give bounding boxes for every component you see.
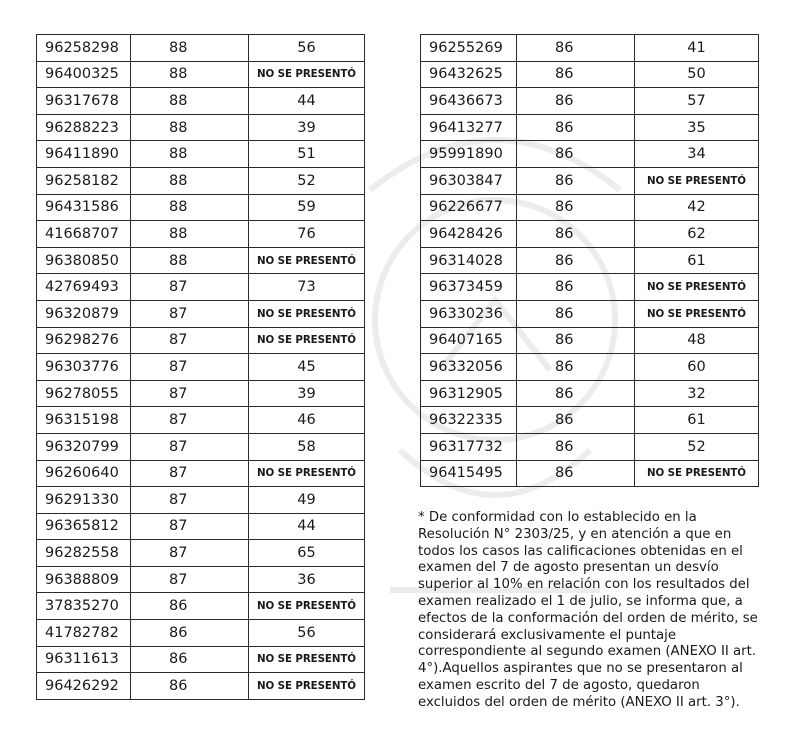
table-row	[37, 487, 365, 514]
first-score-cell: 86	[517, 407, 635, 434]
second-score-cell: 51	[249, 141, 365, 168]
second-score-cell: 50	[635, 61, 759, 88]
table-row	[37, 380, 365, 407]
table-row	[37, 407, 365, 434]
table-row	[37, 460, 365, 487]
second-score-cell: 42	[635, 194, 759, 221]
first-score-cell: 88	[131, 141, 249, 168]
first-score-cell: 86	[517, 354, 635, 381]
second-score-cell: 60	[635, 354, 759, 381]
table-row	[421, 354, 759, 381]
applicant-id-cell: 96298276	[37, 327, 131, 354]
second-score-cell: 44	[249, 513, 365, 540]
second-score-cell: NO SE PRESENTÓ	[249, 460, 365, 487]
table-row	[421, 88, 759, 115]
table-row	[37, 167, 365, 194]
second-score-cell: 39	[249, 114, 365, 141]
second-score-cell: NO SE PRESENTÓ	[249, 61, 365, 88]
table-row	[37, 620, 365, 647]
applicant-id-cell: 96320799	[37, 433, 131, 460]
first-score-cell: 88	[131, 114, 249, 141]
first-score-cell: 87	[131, 300, 249, 327]
applicant-id-cell: 96315198	[37, 407, 131, 434]
second-score-cell: NO SE PRESENTÓ	[249, 327, 365, 354]
table-row	[37, 274, 365, 301]
applicant-id-cell: 96432625	[421, 61, 517, 88]
table-row	[37, 433, 365, 460]
first-score-cell: 87	[131, 487, 249, 514]
table-row	[37, 327, 365, 354]
second-score-cell: NO SE PRESENTÓ	[635, 300, 759, 327]
second-score-cell: NO SE PRESENTÓ	[249, 300, 365, 327]
second-score-cell: 58	[249, 433, 365, 460]
results-table-left	[36, 34, 365, 700]
first-score-cell: 86	[517, 433, 635, 460]
table-row	[421, 380, 759, 407]
applicant-id-cell: 96317732	[421, 433, 517, 460]
table-row	[37, 194, 365, 221]
applicant-id-cell: 95991890	[421, 141, 517, 168]
second-score-cell: 76	[249, 221, 365, 248]
second-score-cell: 61	[635, 247, 759, 274]
applicant-id-cell: 96426292	[37, 673, 131, 700]
second-score-cell: 45	[249, 354, 365, 381]
first-score-cell: 87	[131, 407, 249, 434]
table-row	[37, 540, 365, 567]
second-score-cell: 56	[249, 35, 365, 62]
table-row	[421, 114, 759, 141]
table-row	[37, 221, 365, 248]
first-score-cell: 86	[517, 274, 635, 301]
second-score-cell: 32	[635, 380, 759, 407]
second-score-cell: NO SE PRESENTÓ	[249, 247, 365, 274]
second-score-cell: 73	[249, 274, 365, 301]
applicant-id-cell: 96312905	[421, 380, 517, 407]
table-row	[37, 354, 365, 381]
applicant-id-cell: 96226677	[421, 194, 517, 221]
table-row	[37, 114, 365, 141]
second-score-cell: 61	[635, 407, 759, 434]
second-score-cell: 39	[249, 380, 365, 407]
applicant-id-cell: 96317678	[37, 88, 131, 115]
first-score-cell: 87	[131, 274, 249, 301]
first-score-cell: 87	[131, 540, 249, 567]
footnote: * De conformidad con lo establecido en la Resolución N° 2303/25, y en atención a que en todos los casos las calificaciones obtenidas en el examen del 7 de agosto presentan un desvío superior al 10% en relación con los resultados del examen realizado el 1 de julio, se informa que, a efectos de la conformación del orden de mérito, se considerará exclusivamente el puntaje correspondiente al segundo examen (ANEXO II art. 4°).Aquellos aspirantes que no se presentaron al examen escrito del 7 de agosto, quedaron excluidos del orden de mérito (ANEXO II art. 3°).	[418, 510, 758, 710]
applicant-id-cell: 96303847	[421, 167, 517, 194]
table-row	[421, 300, 759, 327]
applicant-id-cell: 96314028	[421, 247, 517, 274]
first-score-cell: 86	[131, 673, 249, 700]
applicant-id-cell: 96330236	[421, 300, 517, 327]
applicant-id-cell: 96303776	[37, 354, 131, 381]
first-score-cell: 86	[517, 61, 635, 88]
table-row	[37, 35, 365, 62]
first-score-cell: 87	[131, 433, 249, 460]
first-score-cell: 87	[131, 354, 249, 381]
applicant-id-cell: 96282558	[37, 540, 131, 567]
applicant-id-cell: 41782782	[37, 620, 131, 647]
second-score-cell: 57	[635, 88, 759, 115]
applicant-id-cell: 96288223	[37, 114, 131, 141]
table-row	[421, 194, 759, 221]
first-score-cell: 86	[517, 114, 635, 141]
second-score-cell: NO SE PRESENTÓ	[249, 673, 365, 700]
second-score-cell: 52	[635, 433, 759, 460]
applicant-id-cell: 96431586	[37, 194, 131, 221]
second-score-cell: 49	[249, 487, 365, 514]
first-score-cell: 88	[131, 194, 249, 221]
table-row	[421, 460, 759, 487]
table-row	[421, 35, 759, 62]
table-row	[421, 433, 759, 460]
first-score-cell: 86	[131, 646, 249, 673]
applicant-id-cell: 96311613	[37, 646, 131, 673]
applicant-id-cell: 96413277	[421, 114, 517, 141]
first-score-cell: 86	[517, 141, 635, 168]
table-row	[37, 141, 365, 168]
applicant-id-cell: 96260640	[37, 460, 131, 487]
table-row	[421, 167, 759, 194]
results-table-right	[420, 34, 759, 487]
applicant-id-cell: 96278055	[37, 380, 131, 407]
first-score-cell: 86	[517, 247, 635, 274]
applicant-id-cell: 96258298	[37, 35, 131, 62]
table-row	[37, 646, 365, 673]
second-score-cell: NO SE PRESENTÓ	[635, 167, 759, 194]
applicant-id-cell: 96400325	[37, 61, 131, 88]
applicant-id-cell: 96415495	[421, 460, 517, 487]
table-row	[37, 513, 365, 540]
table-row	[37, 566, 365, 593]
applicant-id-cell: 96373459	[421, 274, 517, 301]
applicant-id-cell: 96436673	[421, 88, 517, 115]
second-score-cell: 41	[635, 35, 759, 62]
applicant-id-cell: 41668707	[37, 221, 131, 248]
second-score-cell: NO SE PRESENTÓ	[635, 460, 759, 487]
table-row	[37, 88, 365, 115]
applicant-id-cell: 42769493	[37, 274, 131, 301]
table-row	[421, 327, 759, 354]
table-row	[37, 673, 365, 700]
first-score-cell: 88	[131, 88, 249, 115]
first-score-cell: 86	[517, 88, 635, 115]
applicant-id-cell: 96380850	[37, 247, 131, 274]
second-score-cell: 65	[249, 540, 365, 567]
first-score-cell: 86	[517, 167, 635, 194]
first-score-cell: 86	[517, 327, 635, 354]
applicant-id-cell: 96258182	[37, 167, 131, 194]
first-score-cell: 87	[131, 566, 249, 593]
table-row	[37, 593, 365, 620]
second-score-cell: 52	[249, 167, 365, 194]
table-row	[37, 300, 365, 327]
applicant-id-cell: 96255269	[421, 35, 517, 62]
first-score-cell: 87	[131, 513, 249, 540]
table-row	[421, 247, 759, 274]
first-score-cell: 86	[517, 460, 635, 487]
first-score-cell: 88	[131, 221, 249, 248]
second-score-cell: 59	[249, 194, 365, 221]
first-score-cell: 88	[131, 61, 249, 88]
applicant-id-cell: 96332056	[421, 354, 517, 381]
first-score-cell: 86	[131, 620, 249, 647]
first-score-cell: 86	[517, 221, 635, 248]
table-row	[421, 221, 759, 248]
applicant-id-cell: 96320879	[37, 300, 131, 327]
applicant-id-cell: 96388809	[37, 566, 131, 593]
applicant-id-cell: 96291330	[37, 487, 131, 514]
second-score-cell: 48	[635, 327, 759, 354]
table-row	[421, 407, 759, 434]
second-score-cell: 56	[249, 620, 365, 647]
first-score-cell: 86	[517, 194, 635, 221]
first-score-cell: 86	[131, 593, 249, 620]
second-score-cell: 62	[635, 221, 759, 248]
second-score-cell: NO SE PRESENTÓ	[635, 274, 759, 301]
first-score-cell: 86	[517, 300, 635, 327]
first-score-cell: 86	[517, 35, 635, 62]
applicant-id-cell: 37835270	[37, 593, 131, 620]
first-score-cell: 87	[131, 327, 249, 354]
applicant-id-cell: 96322335	[421, 407, 517, 434]
table-row	[37, 247, 365, 274]
first-score-cell: 88	[131, 247, 249, 274]
applicant-id-cell: 96365812	[37, 513, 131, 540]
table-row	[421, 274, 759, 301]
first-score-cell: 88	[131, 35, 249, 62]
second-score-cell: 36	[249, 566, 365, 593]
second-score-cell: NO SE PRESENTÓ	[249, 646, 365, 673]
table-row	[37, 61, 365, 88]
applicant-id-cell: 96428426	[421, 221, 517, 248]
first-score-cell: 88	[131, 167, 249, 194]
second-score-cell: 46	[249, 407, 365, 434]
second-score-cell: 44	[249, 88, 365, 115]
table-row	[421, 141, 759, 168]
second-score-cell: 35	[635, 114, 759, 141]
second-score-cell: 34	[635, 141, 759, 168]
first-score-cell: 87	[131, 460, 249, 487]
first-score-cell: 86	[517, 380, 635, 407]
first-score-cell: 87	[131, 380, 249, 407]
applicant-id-cell: 96411890	[37, 141, 131, 168]
second-score-cell: NO SE PRESENTÓ	[249, 593, 365, 620]
applicant-id-cell: 96407165	[421, 327, 517, 354]
table-row	[421, 61, 759, 88]
